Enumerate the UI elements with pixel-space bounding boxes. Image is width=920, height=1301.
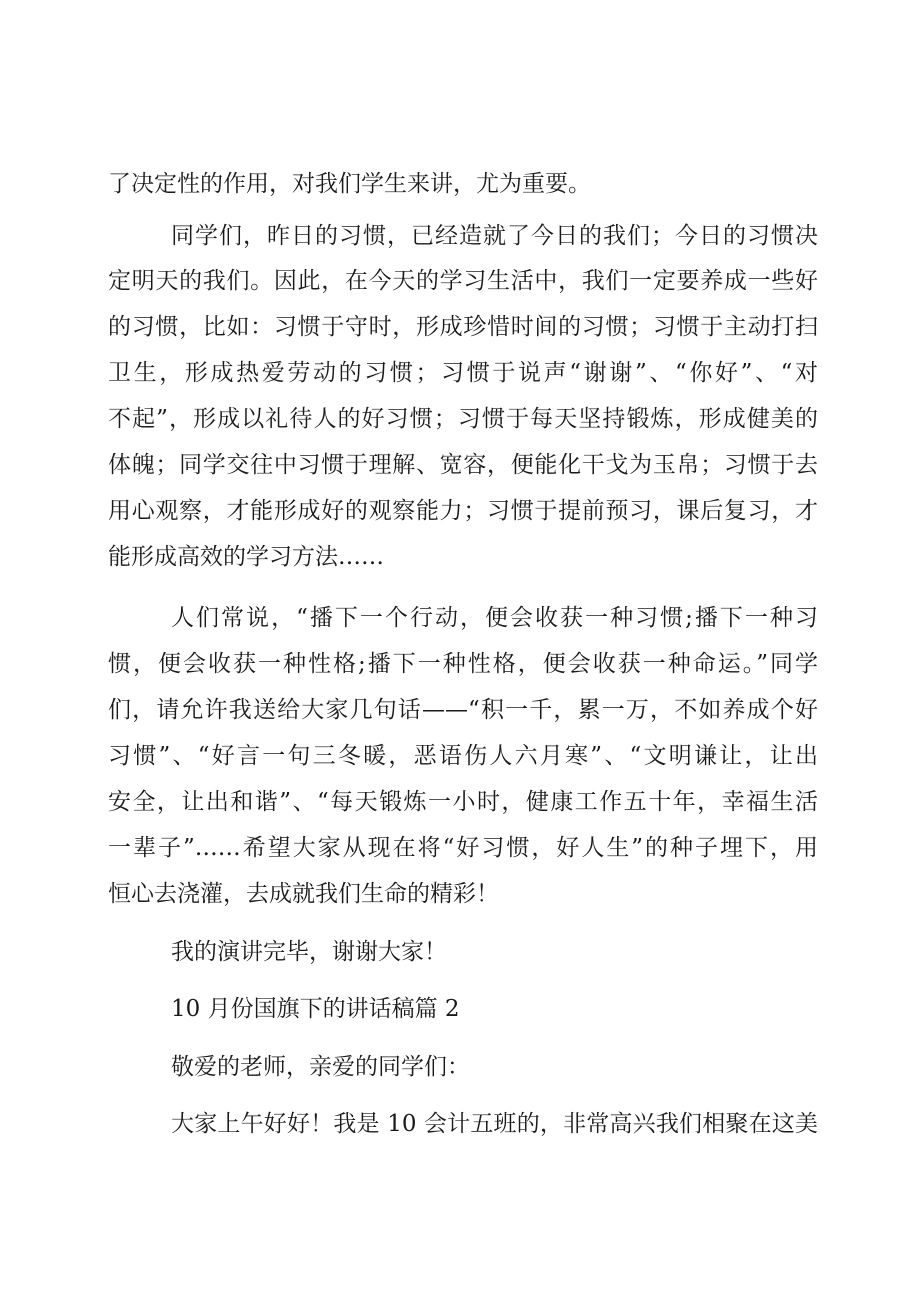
paragraph-line: 体魄；同学交往中习惯于理解、宽容，便能化干戈为玉帛；习惯于去 — [108, 452, 818, 478]
paragraph-line: 不起”，形成以礼待人的好习惯；习惯于每天坚持锻炼，形成健美的 — [108, 406, 818, 432]
paragraph-line: 惯，便会收获一种性格;播下一种性格，便会收获一种命运。”同学 — [108, 651, 818, 677]
salutation: 敬爱的老师，亲爱的同学们： — [171, 1054, 470, 1080]
paragraph-line: 大家上午好好！我是 10 会计五班的，非常高兴我们相聚在这美 — [171, 1111, 818, 1137]
paragraph-line: 们，请允许我送给大家几句话——“积一千，累一万，不如养成个好 — [108, 697, 818, 723]
paragraph-line: 同学们，昨日的习惯，已经造就了今日的我们；今日的习惯决 — [171, 223, 818, 249]
paragraph-line: 定明天的我们。因此，在今天的学习生活中，我们一定要养成一些好 — [108, 268, 818, 294]
paragraph-line: 的习惯，比如：习惯于守时，形成珍惜时间的习惯；习惯于主动打扫 — [108, 314, 818, 340]
paragraph-line: 一辈子”……希望大家从现在将“好习惯，好人生”的种子埋下，用 — [108, 835, 818, 861]
paragraph-line: 习惯”、“好言一句三冬暖，恶语伤人六月寒”、“文明谦让，让出 — [108, 743, 818, 769]
paragraph-line: 人们常说，“播下一个行动，便会收获一种习惯;播下一种习 — [171, 605, 818, 631]
paragraph-line: 安全，让出和谐”、“每天锻炼一小时，健康工作五十年，幸福生活 — [108, 789, 818, 815]
paragraph-line: 能形成高效的学习方法…… — [108, 544, 384, 570]
paragraph-line: 卫生，形成热爱劳动的习惯；习惯于说声“谢谢”、“你好”、“对 — [108, 360, 818, 386]
paragraph-line: 了决定性的作用，对我们学生来讲，尤为重要。 — [108, 171, 591, 197]
section-heading: 10 月份国旗下的讲话稿篇 2 — [171, 996, 460, 1022]
paragraph-line: 我的演讲完毕，谢谢大家！ — [171, 939, 447, 965]
paragraph-line: 用心观察，才能形成好的观察能力；习惯于提前预习，课后复习，才 — [108, 498, 818, 524]
paragraph-line: 恒心去浇灌，去成就我们生命的精彩！ — [108, 881, 499, 907]
